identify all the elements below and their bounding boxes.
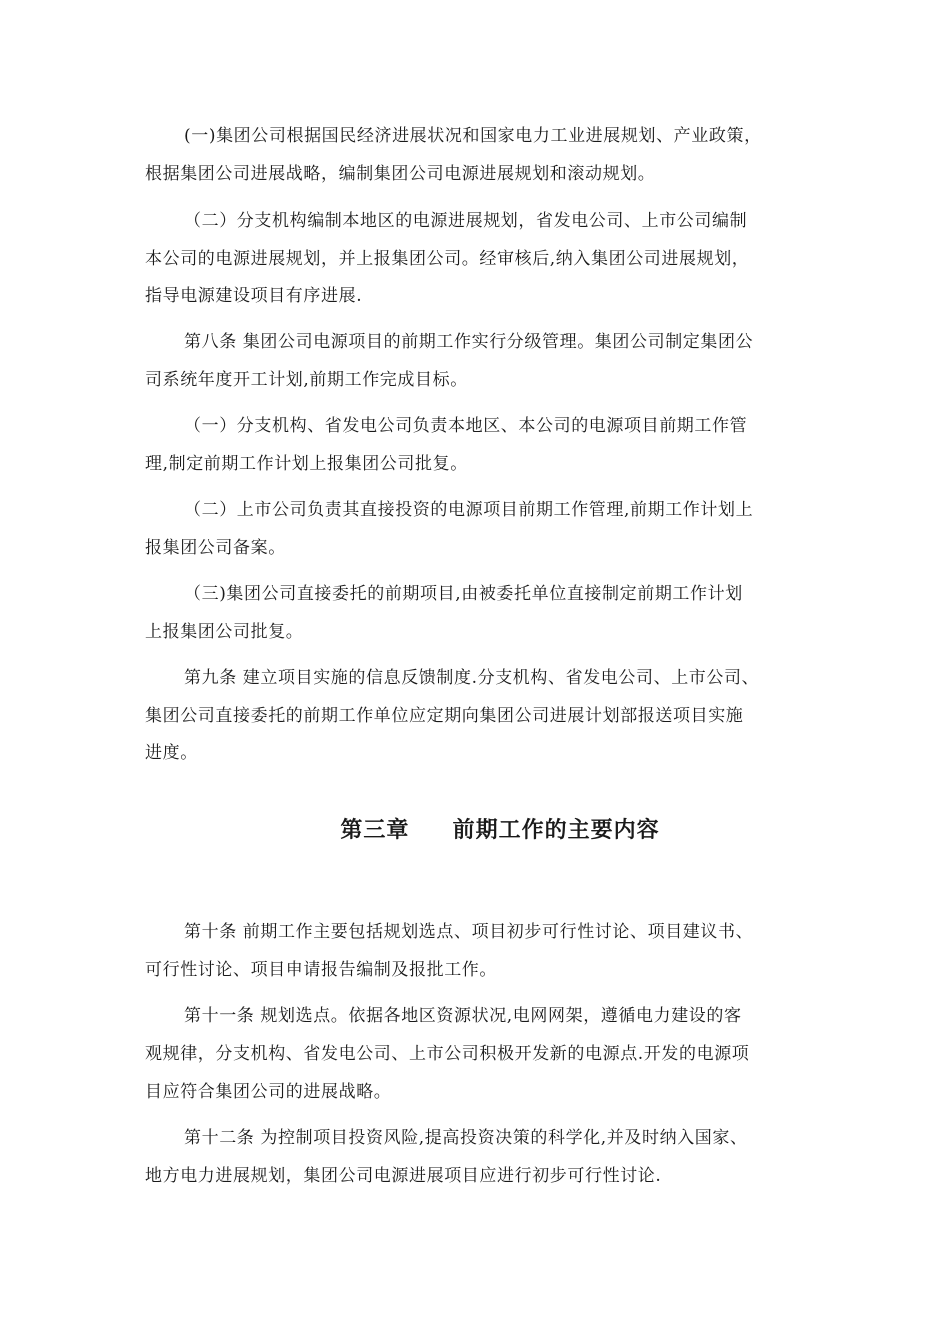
article-10-line: 可行性讨论、项目申请报告编制及报批工作。 [145,960,497,980]
article-8-line: 第八条 集团公司电源项目的前期工作实行分级管理。集团公司制定集团公 [184,332,754,352]
paragraph-line: （三)集团公司直接委托的前期项目,由被委托单位直接制定前期工作计划 [184,584,743,604]
article-11-line: 目应符合集团公司的进展战略。 [145,1082,392,1102]
article-9-line: 进度。 [145,743,198,763]
paragraph-line: （二）上市公司负责其直接投资的电源项目前期工作管理,前期工作计划上 [184,500,754,520]
paragraph-line: 指导电源建设项目有序进展. [145,286,363,306]
article-8-line: 司系统年度开工计划,前期工作完成目标。 [145,370,468,390]
paragraph-line: (一)集团公司根据国民经济进展状况和国家电力工业进展规划、产业政策， [184,126,762,146]
paragraph-line: 上报集团公司批复。 [145,622,304,642]
article-10-line: 第十条 前期工作主要包括规划选点、项目初步可行性讨论、项目建议书、 [184,922,754,942]
article-12-line: 地方电力进展规划，集团公司电源进展项目应进行初步可行性讨论. [145,1166,662,1186]
chapter-heading: 第三章 前期工作的主要内容 [340,818,660,843]
paragraph-line: 报集团公司备案。 [145,538,286,558]
paragraph-line: 根据集团公司进展战略，编制集团公司电源进展规划和滚动规划。 [145,164,656,184]
article-9-line: 第九条 建立项目实施的信息反馈制度.分支机构、省发电公司、上市公司、 [184,668,760,688]
article-9-line: 集团公司直接委托的前期工作单位应定期向集团公司进展计划部报送项目实施 [145,706,744,726]
paragraph-line: 本公司的电源进展规划，并上报集团公司。经审核后,纳入集团公司进展规划， [145,249,750,269]
paragraph-line: 理,制定前期工作计划上报集团公司批复。 [145,454,468,474]
article-11-line: 观规律，分支机构、省发电公司、上市公司积极开发新的电源点.开发的电源项 [145,1044,750,1064]
paragraph-line: （二）分支机构编制本地区的电源进展规划，省发电公司、上市公司编制 [184,211,748,231]
paragraph-line: （一）分支机构、省发电公司负责本地区、本公司的电源项目前期工作管 [184,416,748,436]
article-11-line: 第十一条 规划选点。依据各地区资源状况,电网网架，遵循电力建设的客 [184,1006,742,1026]
article-12-line: 第十二条 为控制项目投资风险,提高投资决策的科学化,并及时纳入国家、 [184,1128,748,1148]
